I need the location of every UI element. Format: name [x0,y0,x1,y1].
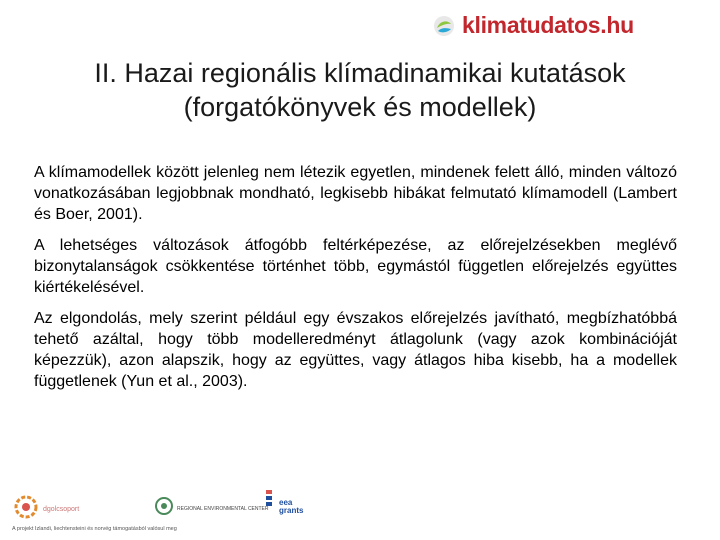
partner-dgol [12,494,79,525]
partner-eea [264,488,309,525]
rec-logo-icon [154,496,174,521]
eea-grants-logo-icon [264,488,276,525]
slide-body [34,162,677,402]
footer-partners [12,488,312,536]
partner-name: REGIONAL ENVIRONMENTAL CENTER [177,505,269,512]
dgol-logo-icon [12,494,40,525]
paragraph: A lehetséges változások átfogóbb feltérképezése, az előrejelzésekben meglévő bizonytalanságok csökkentése történhet több, egymástól független előrejelzés együttes kiértékelésével. [34,237,677,296]
footer-caption: A projekt Izlandi, liechtensteini és norvég támogatásból valósul meg [12,526,177,532]
site-logo[interactable] [432,12,634,39]
slide-title-line-2: (forgatókönyvek és modellek) [183,92,537,122]
globe-leaf-icon [432,14,456,38]
paragraph: A klímamodellek között jelenleg nem létezik egyetlen, mindenek felett álló, minden változó vonatkozásában legjobbnak mondható, legkisebb hibákat felmutató klímamodell (Lambert és Boer, 2001). [34,164,677,223]
logo-text: klimatudatos.hu [462,12,634,38]
partner-rec [154,496,269,521]
partner-name: dgolcsoport [43,506,80,513]
partner-name: eea grants [279,497,304,515]
slide-title-line-1: II. Hazai regionális klímadinamikai kutatások [94,58,626,88]
paragraph: Az elgondolás, mely szerint például egy évszakos előrejelzés javítható, megbízhatóbbá tehető azáltal, hogy több modelleredményt átlagolunk (vagy azok kombinációját képezzük), azon alapszik, hogy az együttes, vagy átlagos hiba kisebb, ha a modellek függetlenek (Yun et al., 2003). [34,310,677,390]
slide-title [40,56,680,124]
